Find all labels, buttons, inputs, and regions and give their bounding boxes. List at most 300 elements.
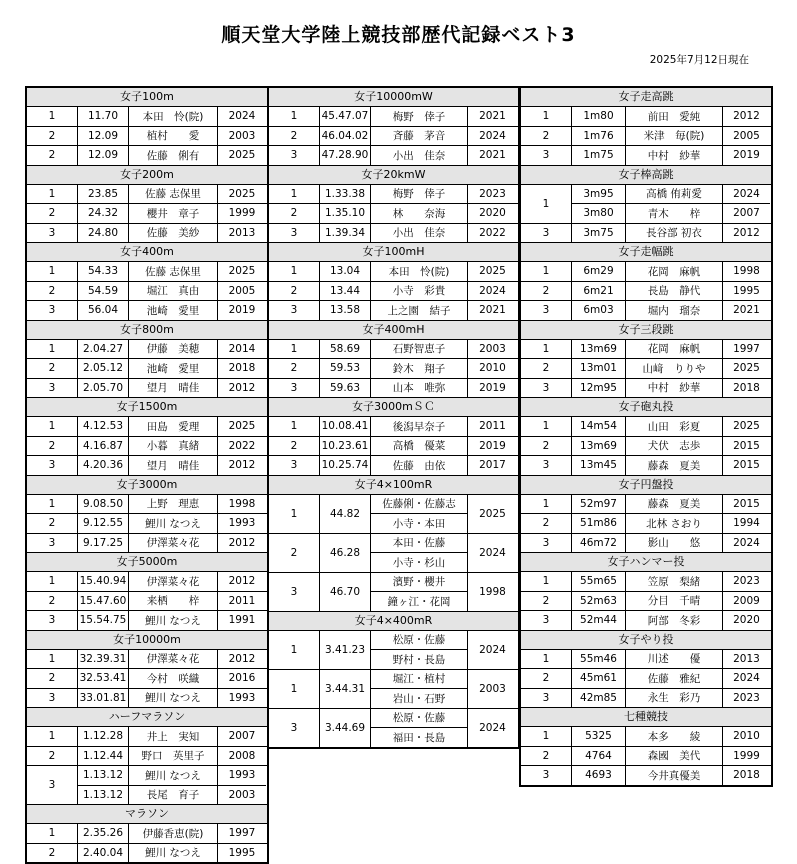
athlete-name: 上野 理恵 bbox=[129, 495, 218, 514]
record-rank: 2 bbox=[27, 747, 78, 766]
table-row bbox=[27, 727, 267, 747]
record-mark: 2.40.04 bbox=[78, 844, 129, 863]
record-mark: 45m61 bbox=[572, 669, 626, 688]
record-year: 2005 bbox=[228, 284, 256, 297]
relay-record-group bbox=[269, 670, 518, 709]
table-row bbox=[521, 417, 771, 437]
record-rank: 3 bbox=[27, 224, 78, 243]
table-row bbox=[27, 204, 267, 224]
record-year: 2024 bbox=[479, 129, 506, 142]
table-row bbox=[27, 437, 267, 457]
relay-member-pair: 松原・佐藤 bbox=[371, 631, 467, 651]
event-header: 女子200m bbox=[27, 166, 267, 185]
athlete-name: 上之園 結子 bbox=[371, 301, 468, 320]
record-mark: 9.12.55 bbox=[78, 514, 129, 533]
athlete-name: 本多 綾 bbox=[626, 727, 723, 746]
record-rank: 1 bbox=[269, 495, 320, 533]
athlete-name: 堀内 瑠奈 bbox=[626, 301, 723, 320]
athlete-name: 林 奈海 bbox=[371, 204, 468, 223]
record-mark: 3m75 bbox=[572, 224, 626, 243]
table-row bbox=[27, 359, 267, 379]
record-year: 2007 bbox=[733, 207, 760, 220]
table-row bbox=[269, 204, 518, 224]
event-block bbox=[27, 553, 267, 631]
athlete-name: 今井真優美 bbox=[626, 766, 723, 785]
record-mark: 56.04 bbox=[78, 301, 129, 320]
event-header: 女子5000m bbox=[27, 553, 267, 572]
record-mark: 55m65 bbox=[572, 572, 626, 591]
record-mark: 13.04 bbox=[320, 262, 371, 281]
athlete-name: 小出 佳奈 bbox=[371, 146, 468, 165]
event-block bbox=[521, 166, 771, 244]
record-rank: 3 bbox=[521, 146, 572, 165]
relay-members bbox=[371, 495, 468, 533]
table-row bbox=[269, 262, 518, 282]
record-mark: 13m69 bbox=[572, 340, 626, 359]
table-row bbox=[27, 107, 267, 127]
relay-member-pair: 濱野・櫻井 bbox=[371, 573, 467, 593]
record-year: 2012 bbox=[228, 536, 256, 549]
record-year: 2021 bbox=[479, 304, 506, 317]
record-mark: 47.28.90 bbox=[320, 146, 371, 165]
relay-member-pair: 岩山・石野 bbox=[392, 692, 446, 705]
athlete-name: 長島 静代 bbox=[626, 282, 723, 301]
record-rank: 1 bbox=[27, 495, 78, 514]
table-row bbox=[521, 301, 771, 320]
record-rank: 1 bbox=[521, 650, 572, 669]
record-rank: 2 bbox=[269, 282, 320, 301]
athlete-name: 藤森 夏美 bbox=[626, 456, 723, 475]
table-row bbox=[27, 379, 267, 398]
record-mark: 58.69 bbox=[320, 340, 371, 359]
record-year: 1993 bbox=[228, 517, 256, 530]
table-row bbox=[521, 514, 771, 534]
event-block bbox=[269, 476, 518, 612]
record-rank: 3 bbox=[521, 456, 572, 475]
record-rank: 2 bbox=[269, 534, 320, 572]
record-year: 1998 bbox=[228, 497, 256, 510]
athlete-name: 佐藤 由依 bbox=[371, 456, 468, 475]
table-row bbox=[521, 592, 771, 612]
record-mark: 45.47.07 bbox=[320, 107, 371, 126]
table-row bbox=[269, 437, 518, 457]
record-mark: 12.09 bbox=[78, 146, 129, 165]
record-rank: 1 bbox=[521, 107, 572, 126]
event-block bbox=[269, 398, 518, 476]
record-rank: 1 bbox=[521, 340, 572, 359]
event-header: 女子800m bbox=[27, 321, 267, 340]
record-mark: 1.12.28 bbox=[78, 727, 129, 746]
record-year: 2010 bbox=[479, 362, 506, 375]
record-mark: 24.80 bbox=[78, 224, 129, 243]
record-mark: 10.08.41 bbox=[320, 417, 371, 436]
table-row bbox=[521, 262, 771, 282]
table-row bbox=[521, 747, 771, 767]
athlete-name: 堀江 真由 bbox=[129, 282, 218, 301]
record-mark: 46m72 bbox=[572, 534, 626, 553]
record-rank: 1 bbox=[269, 417, 320, 436]
event-block bbox=[27, 321, 267, 399]
event-block bbox=[27, 398, 267, 476]
record-year: 2023 bbox=[479, 187, 506, 200]
record-year: 2024 bbox=[733, 536, 760, 549]
athlete-name: 鈴木 翔子 bbox=[371, 359, 468, 378]
athlete-name: 小寺 彩貴 bbox=[371, 282, 468, 301]
table-row bbox=[521, 766, 771, 785]
relay-member-pair: 福田・長島 bbox=[392, 731, 446, 744]
event-header: 女子走高跳 bbox=[521, 88, 771, 107]
event-header: 女子三段跳 bbox=[521, 321, 771, 340]
event-header: 女子ハンマー投 bbox=[521, 553, 771, 572]
event-header: 七種競技 bbox=[521, 708, 771, 727]
athlete-name: 笠原 梨緒 bbox=[626, 572, 723, 591]
record-year: 2025 bbox=[733, 420, 760, 433]
record-mark: 4.20.36 bbox=[78, 456, 129, 475]
record-mark: 12.09 bbox=[78, 127, 129, 146]
relay-member-pair: 野村・長島 bbox=[392, 653, 446, 666]
table-row bbox=[269, 127, 518, 147]
athlete-name: 伊澤菜々花 bbox=[129, 650, 218, 669]
event-block bbox=[521, 321, 771, 399]
event-header: 女子やり投 bbox=[521, 631, 771, 650]
table-row bbox=[521, 534, 771, 553]
record-year: 2024 bbox=[479, 643, 506, 656]
table-row bbox=[269, 107, 518, 127]
table-row bbox=[521, 379, 771, 398]
record-mark: 55m46 bbox=[572, 650, 626, 669]
record-year: 2009 bbox=[733, 594, 760, 607]
record-year: 2015 bbox=[733, 459, 760, 472]
table-row bbox=[27, 572, 267, 592]
event-header: マラソン bbox=[27, 805, 267, 824]
athlete-name: 伊澤菜々花 bbox=[129, 572, 218, 591]
record-year: 1998 bbox=[733, 265, 760, 278]
athlete-name: 櫻井 章子 bbox=[129, 204, 218, 223]
athlete-name: 田島 愛理 bbox=[129, 417, 218, 436]
event-header: 女子10000m bbox=[27, 631, 267, 650]
record-rank: 3 bbox=[521, 379, 572, 398]
record-mark: 15.47.60 bbox=[78, 592, 129, 611]
event-block bbox=[521, 243, 771, 321]
record-rank: 3 bbox=[27, 766, 78, 804]
record-year: 2025 bbox=[228, 265, 256, 278]
record-rank: 1 bbox=[521, 727, 572, 746]
table-row bbox=[269, 359, 518, 379]
record-year: 2024 bbox=[733, 187, 760, 200]
record-year: 2025 bbox=[228, 420, 256, 433]
record-mark: 59.53 bbox=[320, 359, 371, 378]
athlete-name: 犬伏 志歩 bbox=[626, 437, 723, 456]
record-rank: 1 bbox=[269, 185, 320, 204]
athlete-name: 伊藤 美穂 bbox=[129, 340, 218, 359]
table-row bbox=[521, 282, 771, 302]
table-row bbox=[27, 262, 267, 282]
record-year: 2021 bbox=[733, 304, 760, 317]
record-mark: 3.44.31 bbox=[320, 670, 371, 708]
event-header: 女子400mH bbox=[269, 321, 518, 340]
table-row bbox=[269, 379, 518, 398]
table-row bbox=[521, 727, 771, 747]
record-rank: 1 bbox=[521, 495, 572, 514]
table-row bbox=[269, 417, 518, 437]
record-mark: 13.44 bbox=[320, 282, 371, 301]
record-mark: 46.70 bbox=[320, 573, 371, 611]
record-rank: 2 bbox=[27, 669, 78, 688]
relay-members bbox=[371, 709, 468, 747]
table-row bbox=[27, 824, 267, 844]
athlete-name: 北林 さおり bbox=[626, 514, 723, 533]
event-header: 女子20kmW bbox=[269, 166, 518, 185]
record-mark: 9.08.50 bbox=[78, 495, 129, 514]
record-mark: 51m86 bbox=[572, 514, 626, 533]
record-year: 2025 bbox=[479, 265, 506, 278]
record-mark: 2.04.27 bbox=[78, 340, 129, 359]
record-year: 2007 bbox=[228, 730, 256, 743]
record-year: 2019 bbox=[479, 439, 506, 452]
relay-members bbox=[371, 534, 468, 572]
record-year: 2013 bbox=[733, 652, 760, 665]
record-rank: 2 bbox=[521, 747, 572, 766]
record-mark: 42m85 bbox=[572, 689, 626, 708]
athlete-name: 阿部 冬彩 bbox=[626, 611, 723, 630]
table-row bbox=[521, 224, 771, 243]
record-rank: 3 bbox=[521, 689, 572, 708]
event-block bbox=[269, 166, 518, 244]
table-row bbox=[521, 107, 771, 127]
record-mark: 5325 bbox=[572, 727, 626, 746]
record-rank: 1 bbox=[27, 340, 78, 359]
event-block bbox=[521, 88, 771, 166]
record-rank: 1 bbox=[27, 185, 78, 204]
table-row bbox=[27, 689, 267, 708]
record-mark: 12m95 bbox=[572, 379, 626, 398]
record-year: 1997 bbox=[733, 342, 760, 355]
table-row bbox=[78, 786, 266, 805]
event-block bbox=[27, 88, 267, 166]
athlete-name: 中村 紗華 bbox=[626, 379, 723, 398]
athlete-name: 花岡 麻帆 bbox=[626, 340, 723, 359]
record-rank: 1 bbox=[27, 417, 78, 436]
record-mark: 1.13.12 bbox=[78, 766, 129, 785]
event-header: ハーフマラソン bbox=[27, 708, 267, 727]
event-block bbox=[269, 88, 518, 166]
record-rank: 2 bbox=[521, 592, 572, 611]
athlete-name: 本田 怜(院) bbox=[129, 107, 218, 126]
record-year: 2012 bbox=[228, 575, 256, 588]
athlete-name: 長尾 育子 bbox=[129, 786, 218, 805]
page-title: 順天堂大学陸上競技部歴代記録ベスト3 bbox=[221, 24, 576, 46]
record-mark: 59.63 bbox=[320, 379, 371, 398]
record-year: 2005 bbox=[733, 129, 760, 142]
event-block bbox=[27, 708, 267, 805]
athlete-name: 石野智恵子 bbox=[371, 340, 468, 359]
relay-record-group bbox=[269, 534, 518, 573]
record-year: 2018 bbox=[228, 362, 256, 375]
record-year: 2022 bbox=[228, 439, 256, 452]
tied-rows bbox=[78, 766, 266, 804]
athlete-name: 永生 彩乃 bbox=[626, 689, 723, 708]
record-year: 2025 bbox=[479, 507, 506, 520]
athlete-name: 長谷部 初衣 bbox=[626, 224, 723, 243]
record-mark: 6m29 bbox=[572, 262, 626, 281]
record-rank: 2 bbox=[27, 359, 78, 378]
athlete-name: 花岡 麻帆 bbox=[626, 262, 723, 281]
record-rank: 2 bbox=[521, 282, 572, 301]
record-mark: 44.82 bbox=[320, 495, 371, 533]
event-header: 女子3000m bbox=[27, 476, 267, 495]
record-rank: 2 bbox=[521, 669, 572, 688]
table-row bbox=[521, 456, 771, 475]
record-year: 1999 bbox=[733, 749, 760, 762]
table-row bbox=[27, 514, 267, 534]
record-year: 1995 bbox=[228, 846, 256, 859]
records-column-2 bbox=[267, 86, 520, 749]
athlete-name: 前田 愛純 bbox=[626, 107, 723, 126]
table-row bbox=[521, 495, 771, 515]
record-rank: 2 bbox=[27, 437, 78, 456]
record-year: 2020 bbox=[733, 614, 760, 627]
record-year: 2019 bbox=[228, 304, 256, 317]
tied-record-group bbox=[521, 185, 771, 224]
record-year: 2023 bbox=[733, 691, 760, 704]
record-mark: 1m80 bbox=[572, 107, 626, 126]
record-mark: 1.12.44 bbox=[78, 747, 129, 766]
record-rank: 1 bbox=[521, 185, 572, 223]
record-mark: 3.41.23 bbox=[320, 631, 371, 669]
relay-members bbox=[371, 670, 468, 708]
record-mark: 1.33.38 bbox=[320, 185, 371, 204]
athlete-name: 中村 紗華 bbox=[626, 146, 723, 165]
record-year: 2015 bbox=[733, 439, 760, 452]
record-rank: 2 bbox=[521, 514, 572, 533]
table-row bbox=[27, 224, 267, 243]
table-row bbox=[269, 224, 518, 243]
athlete-name: 佐藤 志保里 bbox=[129, 185, 218, 204]
record-rank: 3 bbox=[269, 573, 320, 611]
athlete-name: 影山 悠 bbox=[626, 534, 723, 553]
athlete-name: 高橋 優菜 bbox=[371, 437, 468, 456]
record-rank: 1 bbox=[27, 824, 78, 843]
record-mark: 54.33 bbox=[78, 262, 129, 281]
table-row bbox=[27, 456, 267, 475]
athlete-name: 伊藤香恵(院) bbox=[129, 824, 218, 843]
record-mark: 32.53.41 bbox=[78, 669, 129, 688]
relay-member-pair: 鐘ヶ江・花岡 bbox=[387, 595, 451, 608]
event-block bbox=[521, 708, 771, 787]
record-rank: 2 bbox=[27, 127, 78, 146]
athlete-name: 藤森 夏美 bbox=[626, 495, 723, 514]
record-mark: 1.35.10 bbox=[320, 204, 371, 223]
table-row bbox=[521, 689, 771, 708]
record-year: 2012 bbox=[733, 226, 760, 239]
event-block bbox=[27, 476, 267, 554]
athlete-name: 望月 晴佳 bbox=[129, 379, 218, 398]
athlete-name: 米津 毎(院) bbox=[626, 127, 723, 146]
event-header: 女子棒高跳 bbox=[521, 166, 771, 185]
event-header: 女子100mH bbox=[269, 243, 518, 262]
record-mark: 32.39.31 bbox=[78, 650, 129, 669]
table-row bbox=[27, 146, 267, 165]
record-mark: 24.32 bbox=[78, 204, 129, 223]
record-year: 2013 bbox=[228, 226, 256, 239]
athlete-name: 今村 咲織 bbox=[129, 669, 218, 688]
athlete-name: 小暮 真緒 bbox=[129, 437, 218, 456]
relay-record-group bbox=[269, 495, 518, 534]
event-header: 女子400m bbox=[27, 243, 267, 262]
record-mark: 3m80 bbox=[572, 204, 626, 223]
athlete-name: 池崎 愛里 bbox=[129, 359, 218, 378]
record-rank: 1 bbox=[521, 417, 572, 436]
record-year: 2018 bbox=[733, 769, 760, 782]
record-year: 2024 bbox=[479, 721, 506, 734]
record-year: 2003 bbox=[228, 129, 256, 142]
athlete-name: 鯉川 なつえ bbox=[129, 844, 218, 863]
record-rank: 3 bbox=[27, 534, 78, 553]
record-rank: 2 bbox=[521, 359, 572, 378]
athlete-name: 鯉川 なつえ bbox=[129, 611, 218, 630]
table-row bbox=[269, 340, 518, 360]
record-mark: 10.23.61 bbox=[320, 437, 371, 456]
event-block bbox=[521, 553, 771, 631]
table-row bbox=[27, 185, 267, 205]
record-mark: 4693 bbox=[572, 766, 626, 785]
record-year: 2025 bbox=[228, 149, 256, 162]
record-rank: 3 bbox=[27, 689, 78, 708]
record-mark: 46.04.02 bbox=[320, 127, 371, 146]
record-mark: 2.05.70 bbox=[78, 379, 129, 398]
record-rank: 2 bbox=[269, 359, 320, 378]
record-rank: 2 bbox=[521, 127, 572, 146]
athlete-name: 来栖 梓 bbox=[129, 592, 218, 611]
record-rank: 1 bbox=[269, 631, 320, 669]
event-header: 女子100m bbox=[27, 88, 267, 107]
table-row bbox=[521, 359, 771, 379]
record-mark: 23.85 bbox=[78, 185, 129, 204]
record-rank: 2 bbox=[27, 592, 78, 611]
table-row bbox=[269, 185, 518, 205]
record-mark: 13m45 bbox=[572, 456, 626, 475]
athlete-name: 鯉川 なつえ bbox=[129, 689, 218, 708]
relay-member-pair: 佐藤俐・佐藤志 bbox=[371, 495, 467, 515]
table-row bbox=[27, 495, 267, 515]
table-row bbox=[269, 146, 518, 165]
record-year: 2012 bbox=[228, 459, 256, 472]
table-row bbox=[27, 747, 267, 767]
event-header: 女子1500m bbox=[27, 398, 267, 417]
record-rank: 2 bbox=[521, 437, 572, 456]
record-mark: 11.70 bbox=[78, 107, 129, 126]
record-year: 2012 bbox=[228, 381, 256, 394]
table-row bbox=[27, 417, 267, 437]
record-mark: 1.39.34 bbox=[320, 224, 371, 243]
record-year: 2017 bbox=[479, 459, 506, 472]
athlete-name: 本田 怜(院) bbox=[371, 262, 468, 281]
record-year: 1994 bbox=[733, 517, 760, 530]
event-block bbox=[521, 476, 771, 554]
athlete-name: 青木 梓 bbox=[626, 204, 723, 223]
record-year: 2008 bbox=[228, 749, 256, 762]
record-rank: 1 bbox=[269, 670, 320, 708]
record-rank: 2 bbox=[27, 146, 78, 165]
table-row bbox=[78, 766, 266, 786]
record-year: 2024 bbox=[228, 110, 256, 123]
record-year: 1993 bbox=[228, 769, 256, 782]
record-rank: 3 bbox=[269, 301, 320, 320]
record-rank: 3 bbox=[27, 379, 78, 398]
record-year: 2012 bbox=[228, 652, 256, 665]
record-mark: 1m75 bbox=[572, 146, 626, 165]
table-row bbox=[27, 127, 267, 147]
